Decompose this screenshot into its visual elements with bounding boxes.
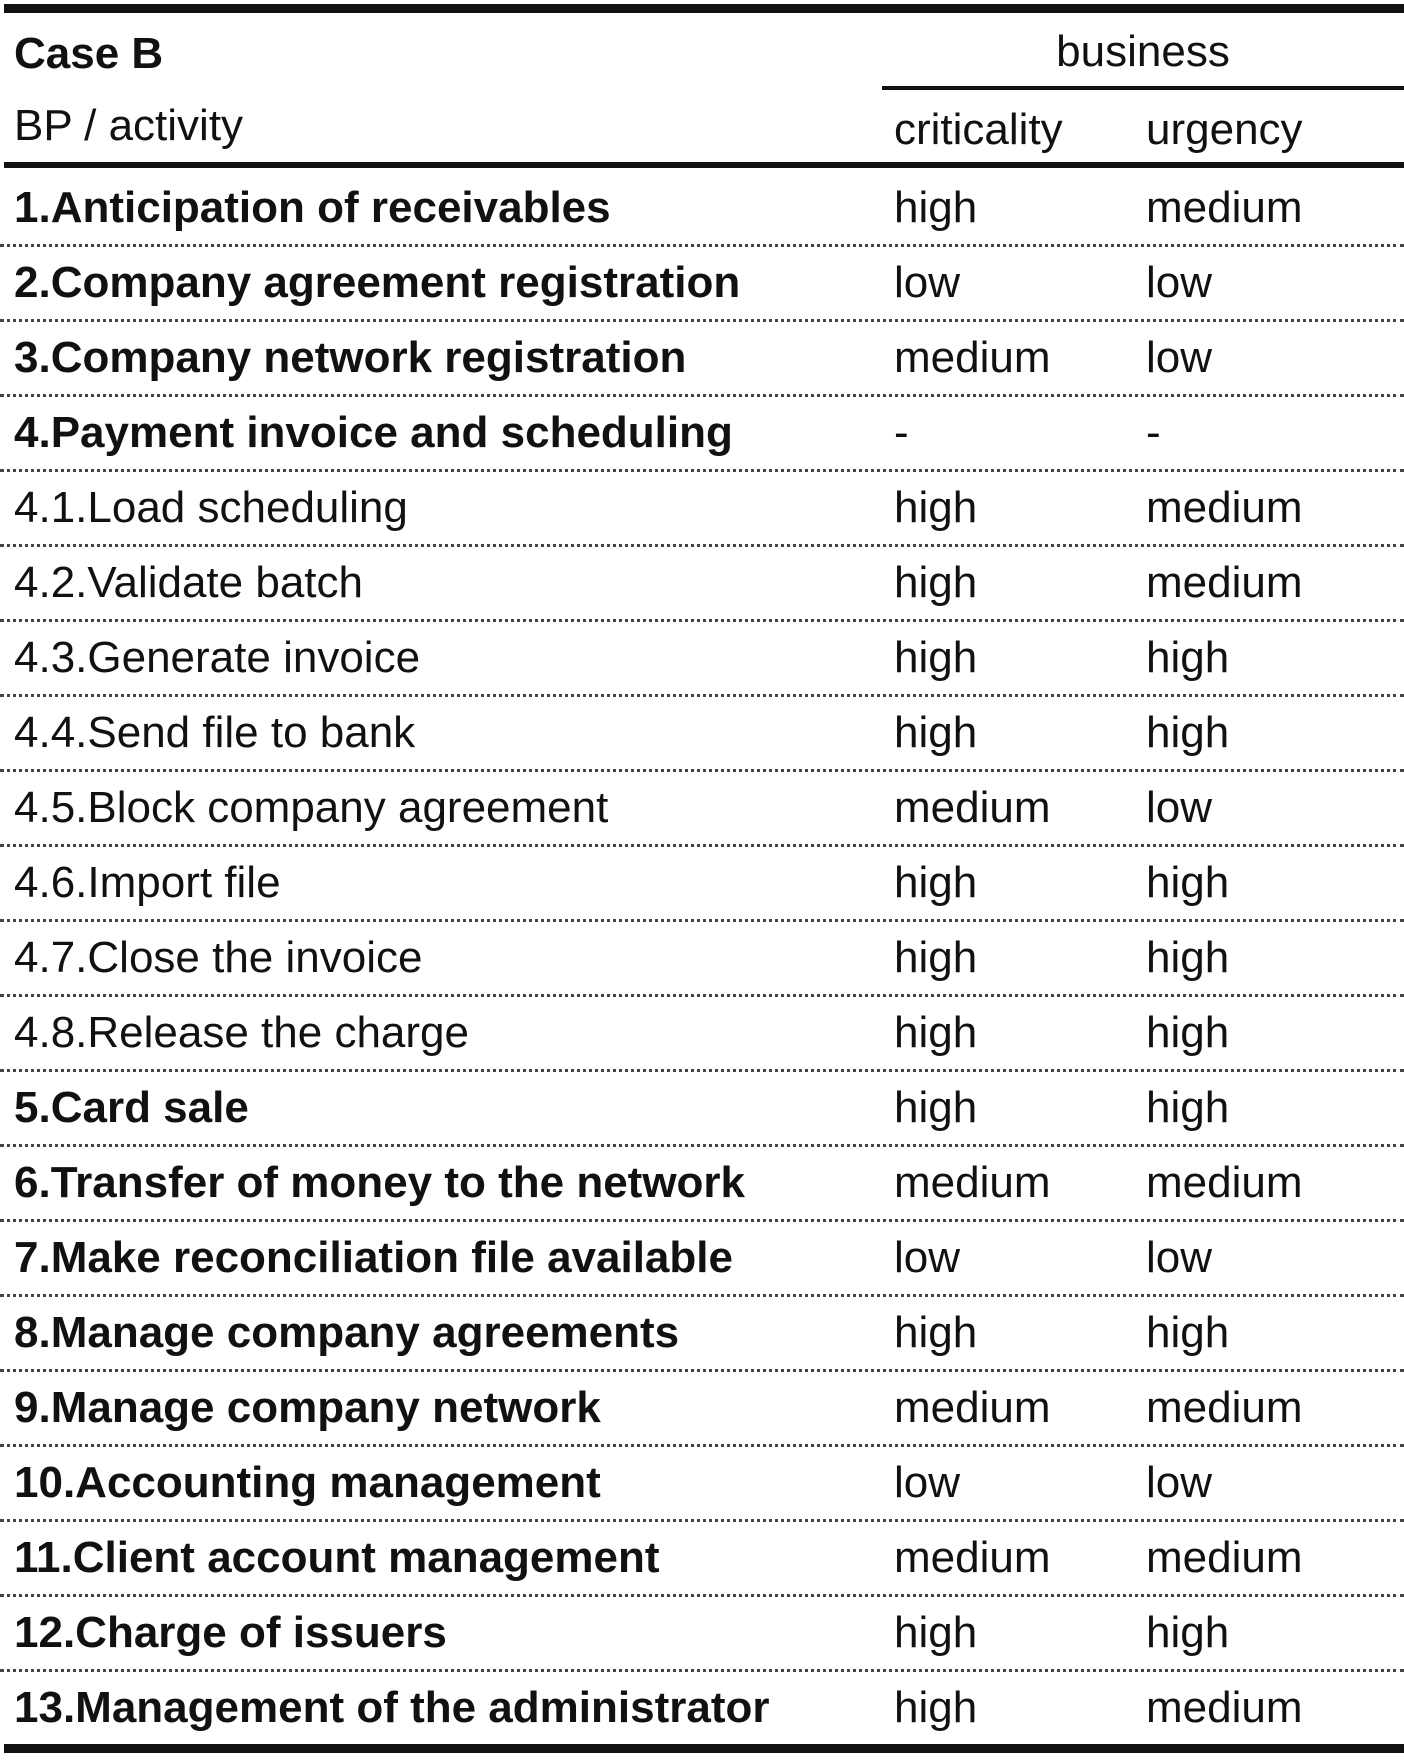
table-row: [0, 622, 1404, 697]
urgency-cell: medium: [1146, 558, 1303, 607]
criticality-cell: high: [894, 1683, 978, 1732]
top-rule: [4, 4, 1404, 13]
header-rule: [4, 162, 1404, 168]
criticality-cell: medium: [894, 783, 1051, 832]
criticality-cell: high: [894, 1083, 978, 1132]
table-row: [0, 247, 1404, 322]
criticality-cell: high: [894, 858, 978, 907]
urgency-cell: medium: [1146, 1533, 1303, 1582]
urgency-cell: medium: [1146, 1158, 1303, 1207]
activity-cell: 2.Company agreement registration: [14, 258, 741, 307]
criticality-cell: low: [894, 258, 961, 307]
criticality-cell: high: [894, 558, 978, 607]
criticality-cell: medium: [894, 1383, 1051, 1432]
table-row: [0, 1297, 1404, 1372]
table-row: [0, 397, 1404, 472]
activity-cell: 8.Manage company agreements: [14, 1308, 680, 1357]
urgency-cell: high: [1146, 708, 1230, 757]
urgency-cell: high: [1146, 633, 1230, 682]
table-row: [0, 1597, 1404, 1672]
urgency-cell: medium: [1146, 1683, 1303, 1732]
criticality-cell: high: [894, 633, 978, 682]
urgency-cell: low: [1146, 1233, 1213, 1282]
criticality-cell: -: [894, 408, 909, 457]
urgency-cell: low: [1146, 258, 1213, 307]
activity-cell: 4.5.Block company agreement: [14, 783, 609, 832]
urgency-cell: medium: [1146, 1383, 1303, 1432]
activity-cell: 4.Payment invoice and scheduling: [14, 408, 733, 457]
urgency-cell: medium: [1146, 483, 1303, 532]
activity-cell: 4.3.Generate invoice: [14, 633, 421, 682]
table-row: [0, 772, 1404, 847]
urgency-cell: low: [1146, 783, 1213, 832]
table-row: [0, 1372, 1404, 1447]
table-row: [0, 1522, 1404, 1597]
case-title: Case B: [14, 29, 164, 78]
table-body: [0, 172, 1404, 1747]
activity-cell: 4.6.Import file: [14, 858, 281, 907]
urgency-cell: high: [1146, 858, 1230, 907]
table-row: [0, 922, 1404, 997]
criticality-cell: low: [894, 1458, 961, 1507]
urgency-cell: low: [1146, 333, 1213, 382]
activity-cell: 7.Make reconciliation file available: [14, 1233, 733, 1282]
activity-cell: 4.2.Validate batch: [14, 558, 363, 607]
group-rule: [882, 86, 1404, 90]
activity-cell: 10.Accounting management: [14, 1458, 601, 1507]
table-row: [0, 1672, 1404, 1747]
table-row: [0, 547, 1404, 622]
table-row: [0, 1147, 1404, 1222]
criticality-cell: medium: [894, 1158, 1051, 1207]
criticality-cell: low: [894, 1233, 961, 1282]
activity-cell: 4.8.Release the charge: [14, 1008, 469, 1057]
table-row: [0, 172, 1404, 247]
table-row: [0, 697, 1404, 772]
table-row: [0, 997, 1404, 1072]
urgency-cell: high: [1146, 933, 1230, 982]
activity-cell: 11.Client account management: [14, 1533, 660, 1582]
activity-cell: 6.Transfer of money to the network: [14, 1158, 746, 1207]
urgency-cell: high: [1146, 1083, 1230, 1132]
activity-cell: 12.Charge of issuers: [14, 1608, 447, 1657]
criticality-cell: high: [894, 933, 978, 982]
criticality-cell: high: [894, 183, 978, 232]
criticality-cell: high: [894, 483, 978, 532]
table-row: [0, 1222, 1404, 1297]
activity-cell: 5.Card sale: [14, 1083, 249, 1132]
bottom-rule: [4, 1744, 1404, 1753]
column-group-business: business: [1056, 27, 1230, 76]
table-row: [0, 322, 1404, 397]
activity-cell: 9.Manage company network: [14, 1383, 601, 1432]
criticality-cell: medium: [894, 333, 1051, 382]
urgency-cell: -: [1146, 408, 1161, 457]
table-row: [0, 472, 1404, 547]
criticality-cell: medium: [894, 1533, 1051, 1582]
activity-cell: 4.4.Send file to bank: [14, 708, 416, 757]
column-header-criticality: criticality: [894, 105, 1063, 154]
column-header-activity: BP / activity: [14, 101, 244, 150]
criticality-cell: high: [894, 1608, 978, 1657]
criticality-cell: high: [894, 1008, 978, 1057]
activity-cell: 13.Management of the administrator: [14, 1683, 770, 1732]
table-row: [0, 847, 1404, 922]
urgency-cell: low: [1146, 1458, 1213, 1507]
activity-cell: 4.1.Load scheduling: [14, 483, 408, 532]
urgency-cell: high: [1146, 1008, 1230, 1057]
activity-cell: 4.7.Close the invoice: [14, 933, 423, 982]
urgency-cell: medium: [1146, 183, 1303, 232]
activity-cell: 3.Company network registration: [14, 333, 687, 382]
criticality-cell: high: [894, 708, 978, 757]
table-row: [0, 1072, 1404, 1147]
activity-cell: 1.Anticipation of receivables: [14, 183, 611, 232]
urgency-cell: high: [1146, 1608, 1230, 1657]
urgency-cell: high: [1146, 1308, 1230, 1357]
table-row: [0, 1447, 1404, 1522]
criticality-cell: high: [894, 1308, 978, 1357]
column-header-urgency: urgency: [1146, 105, 1303, 154]
